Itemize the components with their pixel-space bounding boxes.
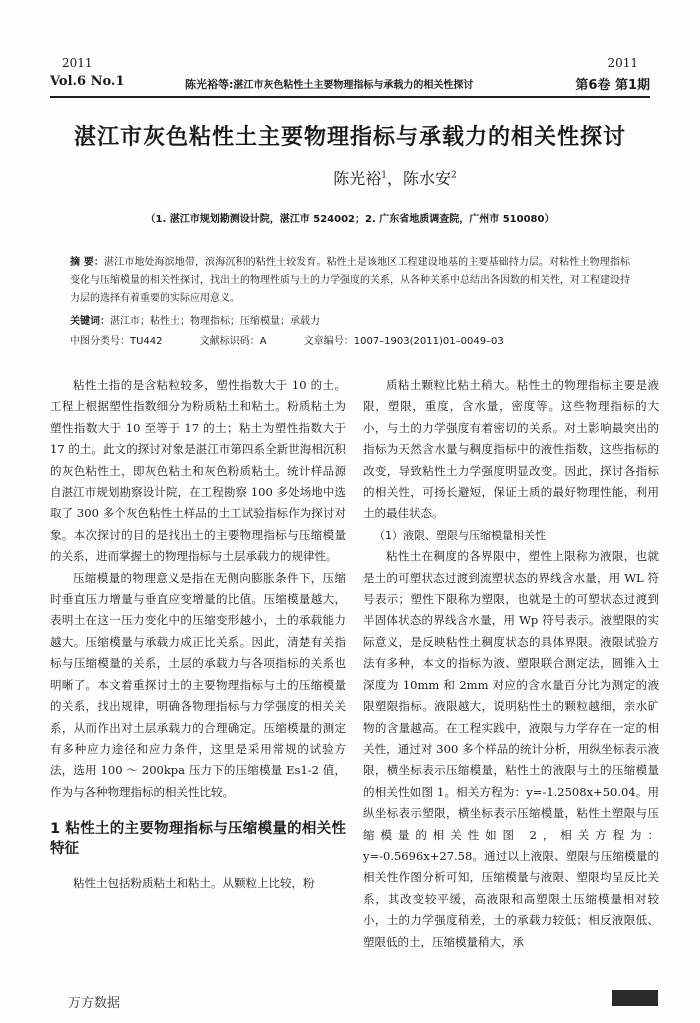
footer-watermark: 万方数据 [68,996,121,1011]
paper-title: 湛江市灰色粘性土主要物理指标与承载力的相关性探讨 [73,125,626,150]
header-running-title-text: 湛江市灰色粘性土主要物理指标与承载力的相关性探讨 [233,80,474,91]
header-year-right: 2011 [607,56,638,70]
paragraph: 粘性土指的是含粘粒较多，塑性指数大于 10 的土。工程上根据塑性指数细分为粉质粘土和粘土。粉质粘土为塑性指数大于 10 至等于 17 的土；粘土为塑性指数大于 17 的土。此文的探讨对象是湛江市第四系全新世海相沉积的灰色粘性土，即灰色粘土和灰色粉质粘土。统计样品源自湛江市规划勘察设计院，在工程勘察 100 多处场地中选取了 300 多个灰色粘性土样品的土工试验指标作为探讨对象。本次探讨的目的是找出土的主要物理指标与压缩模量的关系，进而掌握土的物理指标与土层承载力的规律性。 [50,378,346,564]
author-line [0,166,700,189]
header-running-author: 陈光裕等: [185,78,234,91]
classification-line [70,332,630,347]
affiliation: （1. 湛江市规划勘测设计院，湛江市 524002；2. 广东省地质调查院，广州市 510080） [145,214,555,225]
paragraph: 压缩模量的物理意义是指在无侧向膨胀条件下，压缩时垂直压力增量与垂直应变增量的比值。压缩模量越大，表明土在这一压力变化中的压缩变形越小，土的承载能力越大。压缩模量与承载力成正比关系。因此，清楚有关指标与压缩模量的关系，土层的承载力与各项指标的关系也明晰了。本文着重探讨土的主要物理指标与土的压缩模量的关系，找出规律，明确各物理指标与力学强度的相关关系，从而作出对土层承载力的合理确定。压缩模量的测定有多种应力途径和应力条件，这里是采用常规的试验方法，选用 100 ～ 200kpa 压力下的压缩模量 Es1-2 值，作为与各种物理指标的相关性比较。 [50,570,346,799]
header-volume-right: 第6卷 第1期 [575,78,650,93]
subsection-heading: （1）液限、塑限与压缩模量相关性 [374,528,546,542]
clc-number: 中图分类号：TU442 [70,336,163,347]
keywords-text: 湛江市；粘性土；物理指标；压缩模量；承载力 [110,316,320,327]
keywords [70,312,630,327]
author-1-affil-mark: 1 [381,170,387,181]
author-1: 陈光裕 [333,169,382,188]
body-right-column [363,375,659,953]
paragraph: 质粘土颗粒比粘土稍大。粘性土的物理指标主要是液限，塑限，重度，含水量，密度等。这些物理指标的大小，与土的力学强度有着密切的关系。对土影响最突出的指标为天然含水量与稠度指标中的液性指数，这些指标的改变，导致粘性土力学强度明显改变。因此，探讨各指标的相关性，可扬长避短，保证土质的最好物理性能，利用土的最佳状态。 [363,378,659,521]
author-separator: ， [386,169,403,188]
paragraph: 粘性土在稠度的各界限中，塑性上限称为液限，也就是土的可塑状态过渡到流塑状态的界线含水量，用 WL 符号表示；塑性下限称为塑限，也就是土的可塑状态过渡到半固体状态的界线含水量，用 Wp 符号表示。液塑限的实际意义，是反映粘性土稠度状态的具体界限。液限试验方法有多种，本文的指标为液、塑限联合测定法，圆锥入土深度为 10mm 和 2mm 对应的含水量百分比为测定的液限塑限指标。液限越大，说明粘性土的颗粒越细，亲水矿物的含量越高。在工程实践中，液限与力学存在一定的相关性，通过对 300 多个样品的统计分析，用纵坐标表示液限，横坐标表示压缩模量，粘性土的液限与土的压缩模量的相关性如图 1。相关方程为：y=-1.2508x+50.04。用纵坐标表示塑限，横坐标表示压缩模量，粘性土塑限与压缩模量的相关性如图 2，相关方程为：y=-0.5696x+27.58。通过以上液限、塑限与压缩模量的相关性作图分析可知，压缩模量与液限、塑限均呈反比关系，其改变较平缓，高液限和高塑限土压缩模量相对较小，土的力学强度稍差，土的承载力较低；相反液限低、塑限低的土，压缩模量稍大，承 [363,549,659,949]
section-heading: 1 粘性土的主要物理指标与压缩模量的相关性特征 [50,821,346,858]
author-2: 陈水安 [403,169,452,188]
header-running-title [185,76,473,92]
keywords-label: 关键词： [70,316,110,327]
abstract [70,254,630,308]
document-code: 文献标识码：A [199,336,267,347]
body-left-column [50,375,346,895]
header-volume-left: Vol.6 No.1 [50,74,125,89]
paragraph: 粘性土包括粉质粘土和粘土。从颗粒上比较，粉 [73,876,315,891]
article-number: 文章编号：1007–1903(2011)01–0049–03 [303,336,504,347]
author-2-affil-mark: 2 [451,170,457,181]
page-number-block [612,990,658,1006]
abstract-text: 湛江市地处海滨地带，滨海沉积的粘性土较发育。粘性土是该地区工程建设地基的主要基础持力层。对粘性土物理指标变化与压缩模量的相关性探讨，找出土的物理性质与土的力学强度的关系，从各种关系中总结出各因数的相关性，对工程建设持力层的选择有着重要的实际应用意义。 [70,257,631,304]
running-header [50,50,650,98]
abstract-label: 摘 要： [70,257,104,268]
header-year-left: 2011 [62,56,93,70]
